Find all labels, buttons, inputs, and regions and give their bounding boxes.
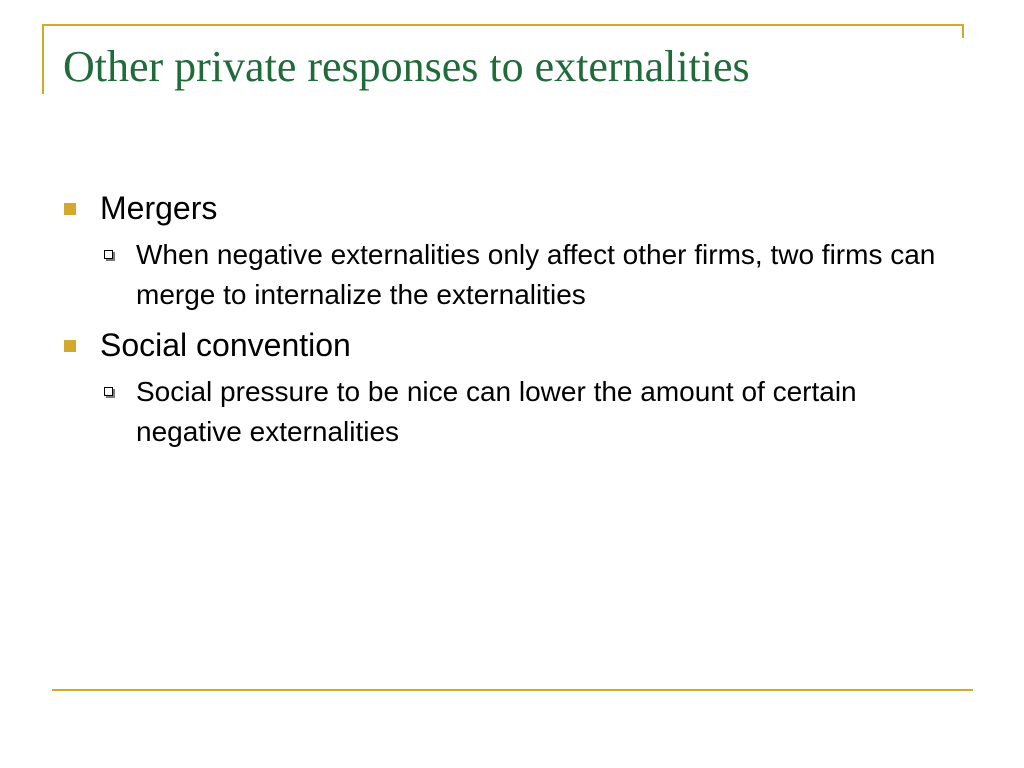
slide-content [62,190,962,464]
hollow-square-bullet-icon [104,250,113,259]
sub-bullet-text: When negative externalities only affect other firms, two firms can merge to internalize the externalities [136,238,936,310]
bullet-label: Social convention [100,326,351,363]
frame-right-border [962,24,964,38]
bullet-label: Mergers [100,190,218,226]
frame-top-border [42,24,964,26]
sub-bullet-item [62,235,962,315]
square-bullet-icon [64,340,76,352]
bullet-item-social-convention [62,327,962,364]
slide-title: Other private responses to externalities [63,42,750,91]
bullet-item-mergers [62,190,962,227]
hollow-square-bullet-icon [104,387,113,396]
footer-divider [52,689,973,691]
frame-left-border [42,24,44,94]
square-bullet-icon [64,203,76,215]
sub-bullet-text: Social pressure to be nice can lower the amount of certain negative externalities [136,375,857,447]
sub-bullet-item [62,372,962,452]
